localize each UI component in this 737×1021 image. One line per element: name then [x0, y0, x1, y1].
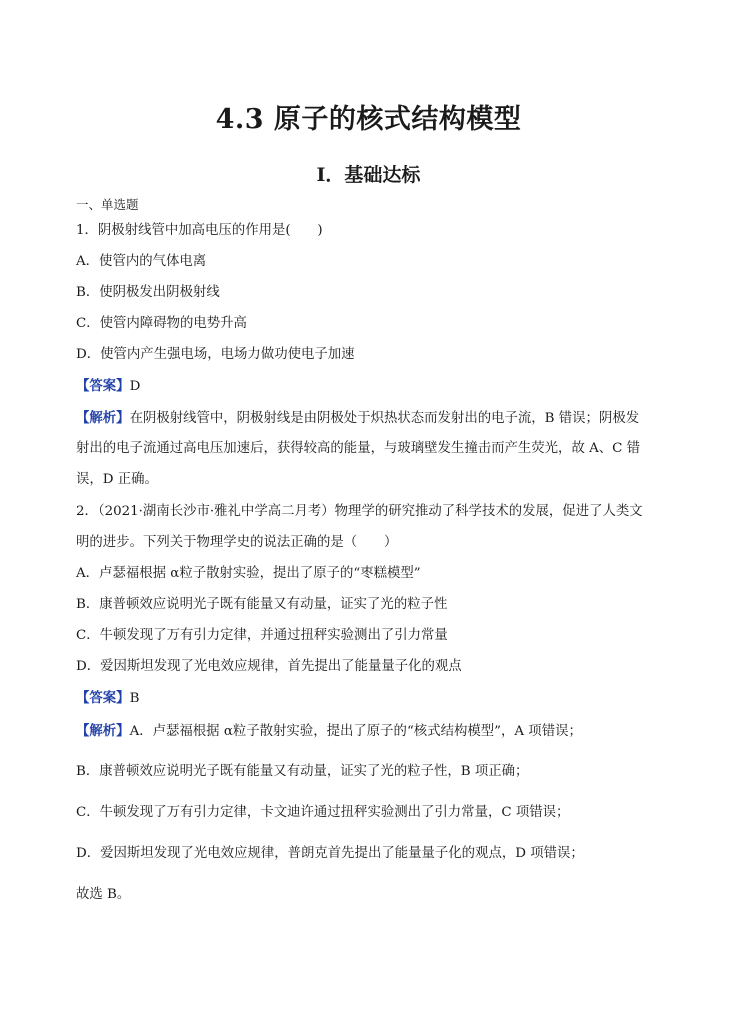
- question-2-conclusion: 故选 B。: [76, 887, 131, 902]
- answer-value: B: [129, 691, 140, 706]
- answer-tag: 【答案】: [76, 690, 130, 706]
- question-2-analysis-b: B．康普顿效应说明光子既有能量又有动量，证实了光的粒子性，B 项正确；: [76, 764, 529, 779]
- question-2-option-c: C．牛顿发现了万有引力定律，并通过扭秤实验测出了引力常量: [76, 628, 448, 643]
- question-2-option-a: A．卢瑟福根据 α粒子散射实验，提出了原子的“枣糕模型”: [76, 566, 421, 581]
- question-2-analysis-a: [76, 722, 582, 741]
- section-heading: Ⅰ．基础达标: [316, 164, 421, 186]
- question-2-option-d: D．爱因斯坦发现了光电效应规律，首先提出了能量量子化的观点: [76, 659, 462, 674]
- question-1-option-c: C．使管内障碍物的电势升高: [76, 316, 247, 331]
- answer-value: D: [129, 379, 141, 394]
- answer-tag: 【答案】: [76, 378, 130, 394]
- analysis-text: 在阴极射线管中，阴极射线是由阴极处于炽热状态而发射出的电子流，B 错误；阴极发: [129, 411, 640, 426]
- question-1-stem: 1．阴极射线管中加高电压的作用是( ): [76, 223, 323, 238]
- question-2-stem-line-1: 2．（2021·湖南长沙市·雅礼中学高二月考）物理学的研究推动了科学技术的发展，促进了人类文: [76, 504, 643, 519]
- question-1-analysis-line-3: 误，D 正确。: [76, 472, 158, 487]
- question-2-option-b: B．康普顿效应说明光子既有能量又有动量，证实了光的粒子性: [76, 597, 448, 612]
- question-1-analysis-line-1: [76, 409, 639, 428]
- question-2-answer: [76, 689, 139, 708]
- analysis-text: A．卢瑟福根据 α粒子散射实验，提出了原子的“核式结构模型”，A 项错误；: [129, 724, 582, 739]
- question-1-answer: [76, 377, 140, 396]
- analysis-tag: 【解析】: [76, 410, 130, 426]
- question-2-analysis-d: D．爱因斯坦发现了光电效应规律，普朗克首先提出了能量量子化的观点，D 项错误；: [76, 846, 584, 861]
- question-1-option-b: B．使阴极发出阴极射线: [76, 285, 220, 300]
- question-1-option-a: A．使管内的气体电离: [76, 254, 207, 269]
- question-2-analysis-c: C．牛顿发现了万有引力定律，卡文迪许通过扭秤实验测出了引力常量，C 项错误；: [76, 805, 570, 820]
- part-heading: 一、单选题: [76, 197, 139, 212]
- analysis-tag: 【解析】: [76, 723, 130, 739]
- question-1-analysis-line-2: 射出的电子流通过高电压加速后，获得较高的能量，与玻璃壁发生撞击而产生荧光，故 A、C 错: [76, 441, 641, 456]
- question-1-option-d: D．使管内产生强电场，电场力做功使电子加速: [76, 347, 355, 362]
- page-title: 4.3 原子的核式结构模型: [215, 104, 522, 135]
- question-2-stem-line-2: 明的进步。下列关于物理学史的说法正确的是（ ）: [76, 535, 398, 550]
